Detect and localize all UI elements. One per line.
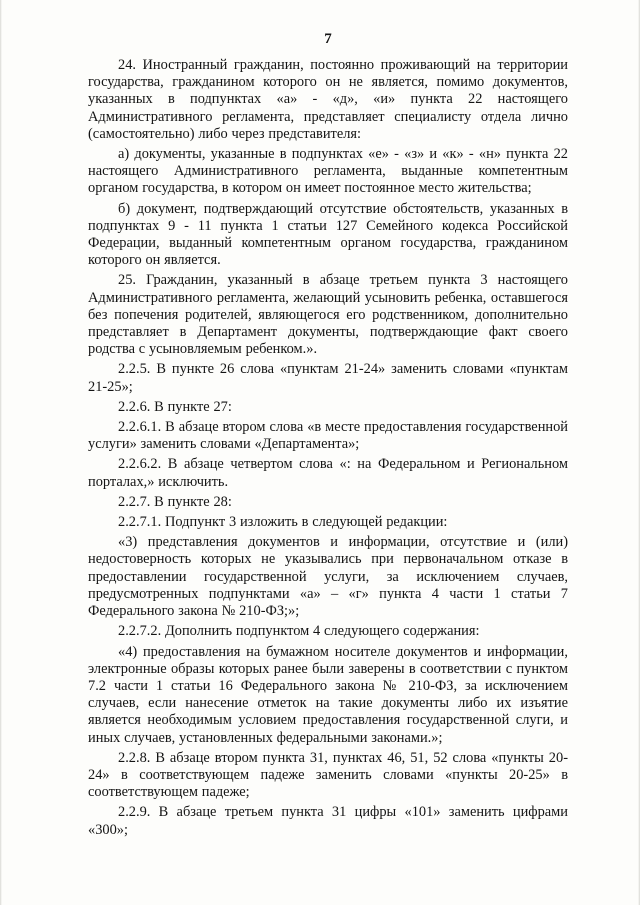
paragraph-2-2-8: 2.2.8. В абзаце втором пункта 31, пунктах 46, 51, 52 слова «пункты 20-24» в соответствующем падеже заменить словами «пункты 20-25» в соответствующем падеже; [88, 749, 568, 801]
paragraph-2-2-7-1: 2.2.7.1. Подпункт 3 изложить в следующей редакции: [118, 514, 448, 531]
scan-edge-left [0, 0, 2, 905]
paragraph-2-2-5: 2.2.5. В пункте 26 слова «пунктам 21-24» заменить словами «пунктам 21-25»; [88, 361, 568, 395]
paragraph-2-2-9: 2.2.9. В абзаце третьем пункта 31 цифры «101» заменить цифрами «300»; [88, 804, 568, 838]
paragraph-2-2-7: 2.2.7. В пункте 28: [118, 493, 232, 510]
paragraph-24: 24. Иностранный гражданин, постоянно проживающий на территории государства, гражданином которого он не является, помимо документов, указанных в подпунктах «а» - «д», «и» пункта 22 настоящего Административного регламента, представляет специалисту отдела лично (самостоятельно) либо через представителя: [88, 57, 568, 142]
paragraph-subitem-3: «3) представления документов и информации, отсутствие и (или) недостоверность которых не указывались при первоначальном отказе в предоставлении государственной услуги, за исключением случаев, предусмотренных подпунктами «а» – «г» пункта 4 части 1 статьи 7 Федерального закона № 210-ФЗ;»; [88, 534, 568, 620]
paragraph-2-2-6-1: 2.2.6.1. В абзаце втором слова «в месте предоставления государственной услуги» заменить словами «Департамента»; [88, 419, 568, 453]
paragraph-24-a: а) документы, указанные в подпунктах «е» - «з» и «к» - «н» пункта 22 настоящего Административного регламента, выданные компетентным органом государства, в котором он имеет постоянное место жительства; [88, 146, 568, 197]
paragraph-2-2-6: 2.2.6. В пункте 27: [118, 398, 232, 415]
paragraph-2-2-7-2: 2.2.7.2. Дополнить подпунктом 4 следующего содержания: [118, 623, 480, 640]
page-number: 7 [324, 31, 332, 47]
paragraph-24-b: б) документ, подтверждающий отсутствие обстоятельств, указанных в подпунктах 9 - 11 пункта 1 статьи 127 Семейного кодекса Российской Федерации, выданный компетентным органом государства, гражданином которого он является. [88, 200, 568, 269]
paragraph-25: 25. Гражданин, указанный в абзаце третьем пункта 3 настоящего Административного регламента, желающий усыновить ребенка, оставшегося без попечения родителей, являющегося его родственником, дополнительно представляет в Департамент документы, подтверждающие факт своего родства с усыновляемым ребенком.». [88, 272, 568, 358]
paragraph-2-2-6-2: 2.2.6.2. В абзаце четвертом слова «: на Федеральном и Региональном порталах,» исключить. [88, 456, 568, 490]
document-body [88, 57, 568, 839]
paragraph-subitem-4: «4) предоставления на бумажном носителе документов и информации, электронные образы которых ранее были заверены в соответствии с пунктом 7.2 части 1 статьи 16 Федерального закона № 210-ФЗ, за исключением случаев, если нанесение отметок на такие документы либо их изъятие является необходимым условием предоставления государственной слуги, и иных случаев, установленных федеральными законами.»; [88, 643, 568, 746]
